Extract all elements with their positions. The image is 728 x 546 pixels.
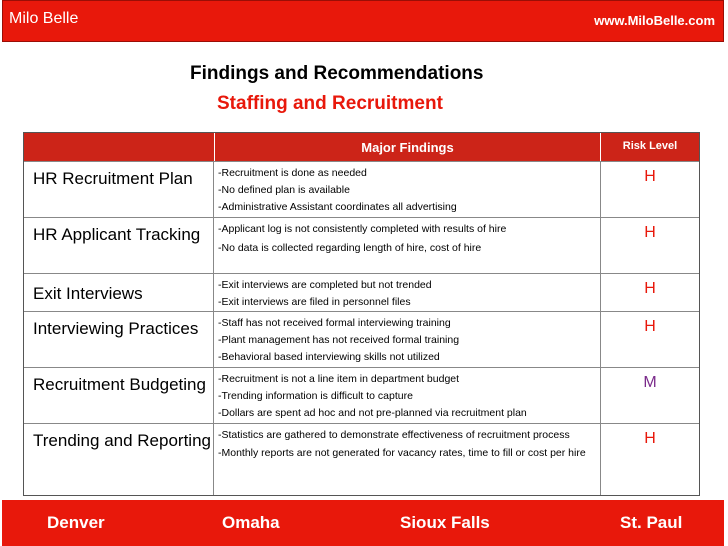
footer-city-omaha: Omaha — [222, 513, 280, 532]
finding-item: -Dollars are spent ad hoc and not pre-planned via recruitment plan — [218, 407, 527, 419]
finding-item: -Plant management has not received formal training — [218, 334, 460, 346]
row-findings — [214, 312, 601, 367]
finding-item: -Behavioral based interviewing skills not utilized — [218, 351, 440, 363]
row-category: HR Applicant Tracking — [24, 218, 214, 273]
row-findings — [214, 424, 601, 495]
table-row — [24, 161, 699, 217]
row-category: HR Recruitment Plan — [24, 162, 214, 217]
finding-item: -Monthly reports are not generated for vacancy rates, time to fill or cost per hire — [218, 447, 586, 459]
row-findings — [214, 274, 601, 311]
footer-city-sioux-falls: Sioux Falls — [400, 513, 490, 532]
table-row — [24, 423, 699, 495]
row-findings — [214, 162, 601, 217]
risk-level-header: Risk Level — [622, 140, 678, 152]
finding-item: -Staff has not received formal interviewing training — [218, 317, 451, 329]
finding-item: -Exit interviews are filed in personnel files — [218, 296, 411, 308]
finding-item: -Statistics are gathered to demonstrate effectiveness of recruitment process — [218, 429, 570, 441]
risk-badge: H — [644, 318, 656, 335]
risk-badge: M — [643, 374, 657, 391]
findings-table — [23, 132, 700, 496]
footer-city-denver: Denver — [47, 513, 105, 532]
table-row — [24, 311, 699, 367]
finding-item: -Administrative Assistant coordinates all advertising — [218, 201, 457, 213]
risk-badge: H — [644, 168, 656, 185]
website-link[interactable]: www.MiloBelle.com — [594, 13, 715, 28]
finding-item: -No defined plan is available — [218, 184, 350, 196]
risk-badge: H — [644, 224, 656, 241]
table-row — [24, 367, 699, 423]
finding-item: -No data is collected regarding length of hire, cost of hire — [218, 242, 482, 254]
finding-item: -Exit interviews are completed but not trended — [218, 279, 432, 291]
slide-title: Findings and Recommendations — [190, 63, 484, 84]
row-findings — [214, 368, 601, 423]
row-findings — [214, 218, 601, 273]
finding-item: -Applicant log is not consistently completed with results of hire — [218, 223, 507, 235]
row-category: Trending and Reporting — [24, 424, 214, 495]
finding-item: -Recruitment is not a line item in department budget — [218, 373, 460, 385]
table-row — [24, 217, 699, 273]
row-category: Exit Interviews — [24, 274, 214, 311]
row-category: Recruitment Budgeting — [24, 368, 214, 423]
brand-name: Milo Belle — [9, 10, 79, 27]
finding-item: -Trending information is difficult to capture — [218, 390, 413, 402]
footer-city-st-paul: St. Paul — [620, 513, 683, 532]
table-row — [24, 273, 699, 311]
row-category: Interviewing Practices — [24, 312, 214, 367]
major-findings-header: Major Findings — [214, 133, 601, 161]
finding-item: -Recruitment is done as needed — [218, 167, 367, 179]
top-banner — [0, 0, 728, 44]
risk-badge: H — [644, 280, 656, 297]
risk-badge: H — [644, 430, 656, 447]
top-banner-bar — [2, 0, 724, 42]
footer-bar — [2, 500, 724, 546]
table-header — [24, 133, 699, 161]
slide-subtitle: Staffing and Recruitment — [217, 93, 443, 114]
